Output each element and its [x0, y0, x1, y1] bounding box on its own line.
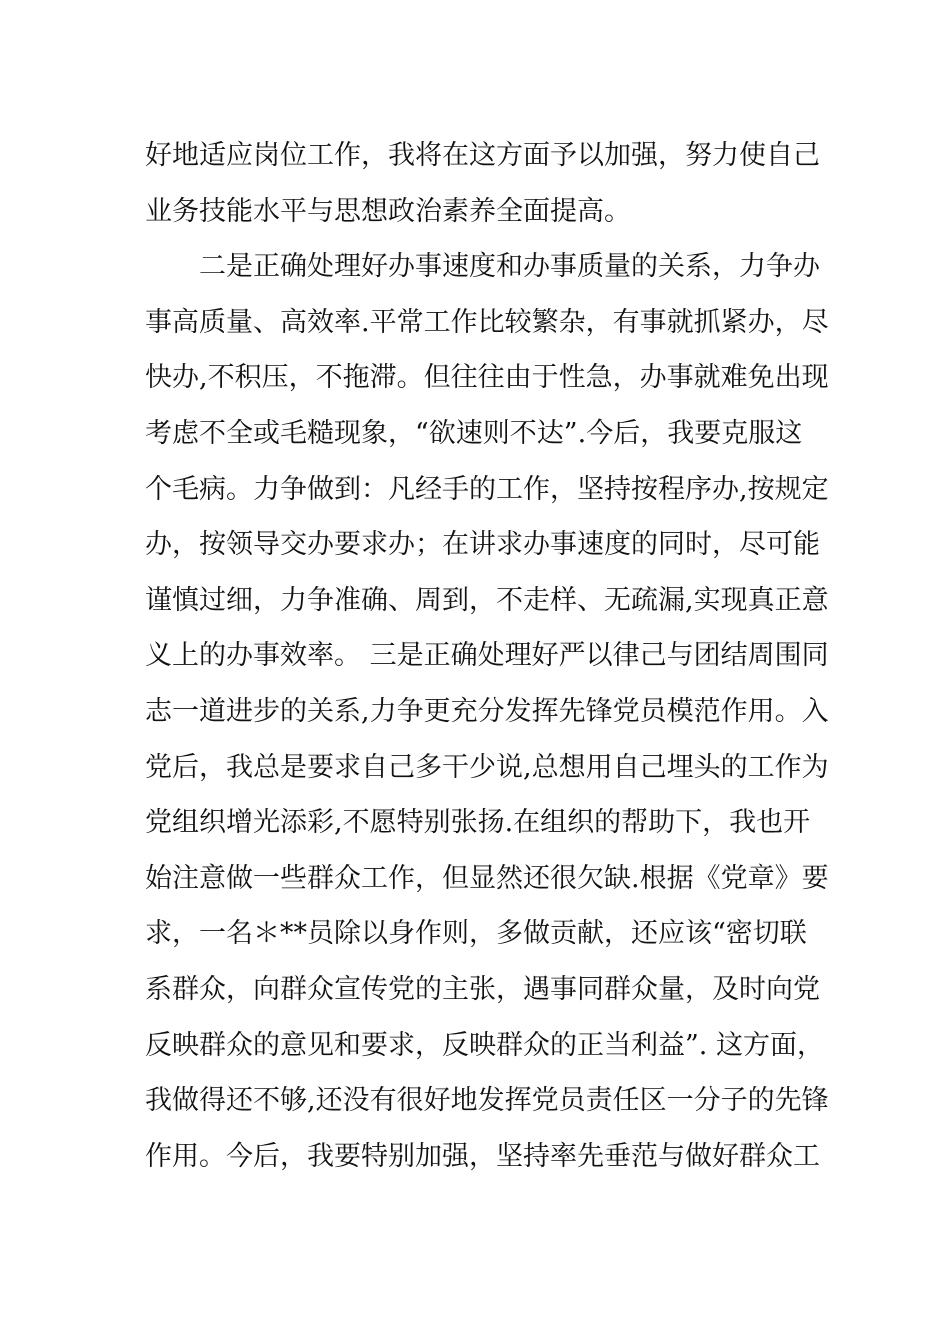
text-line: 党组织增光添彩,不愿特别张扬.在组织的帮助下，我也开 [145, 807, 811, 839]
text-line: 义上的办事效率。 三是正确处理好严以律己与团结周围同 [145, 640, 829, 672]
text-line: 反映群众的意见和要求，反映群众的正当利益”. 这方面， [145, 1029, 824, 1061]
text-line: 好地适应岗位工作，我将在这方面予以加强，努力使自己 [145, 140, 820, 171]
text-line: 谨慎过细，力争准确、周到，不走样、无疏漏,实现真正意 [145, 584, 829, 616]
text-line: 系群众，向群众宣传党的主张，遇事同群众量，及时向党 [145, 973, 820, 1005]
text-line: 快办,不积压，不拖滞。但往往由于性急，办事就难免出现 [145, 362, 829, 394]
text-line: 始注意做一些群众工作，但显然还很欠缺.根据《党章》要 [145, 862, 829, 894]
text-line: 党后，我总是要求自己多干少说,总想用自己埋头的工作为 [145, 751, 829, 783]
text-line: 考虑不全或毛糙现象，“欲速则不达”.今后，我要克服这 [145, 417, 803, 449]
text-line: 志一道进步的关系,力争更充分发挥先锋党员模范作用。入 [145, 695, 829, 727]
text-line: 办，按领导交办要求办；在讲求办事速度的同时，尽可能 [145, 529, 820, 561]
text-line: 业务技能水平与思想政治素养全面提高。 [145, 195, 631, 227]
text-line: 个毛病。力争做到：凡经手的工作，坚持按程序办,按规定 [145, 473, 829, 505]
text-line: 求，一名＊**员除以身作则，多做贡献，还应该“密切联 [145, 918, 807, 950]
text-line: 我做得还不够,还没有很好地发挥党员责任区一分子的先锋 [145, 1085, 829, 1117]
paragraph-start-line: 二是正确处理好办事速度和办事质量的关系，力争办 [199, 251, 820, 283]
body-text [145, 128, 829, 1184]
text-line: 作用。今后，我要特别加强，坚持率先垂范与做好群众工 [145, 1140, 820, 1172]
text-line: 事高质量、高效率.平常工作比较繁杂，有事就抓紧办，尽 [145, 306, 829, 338]
